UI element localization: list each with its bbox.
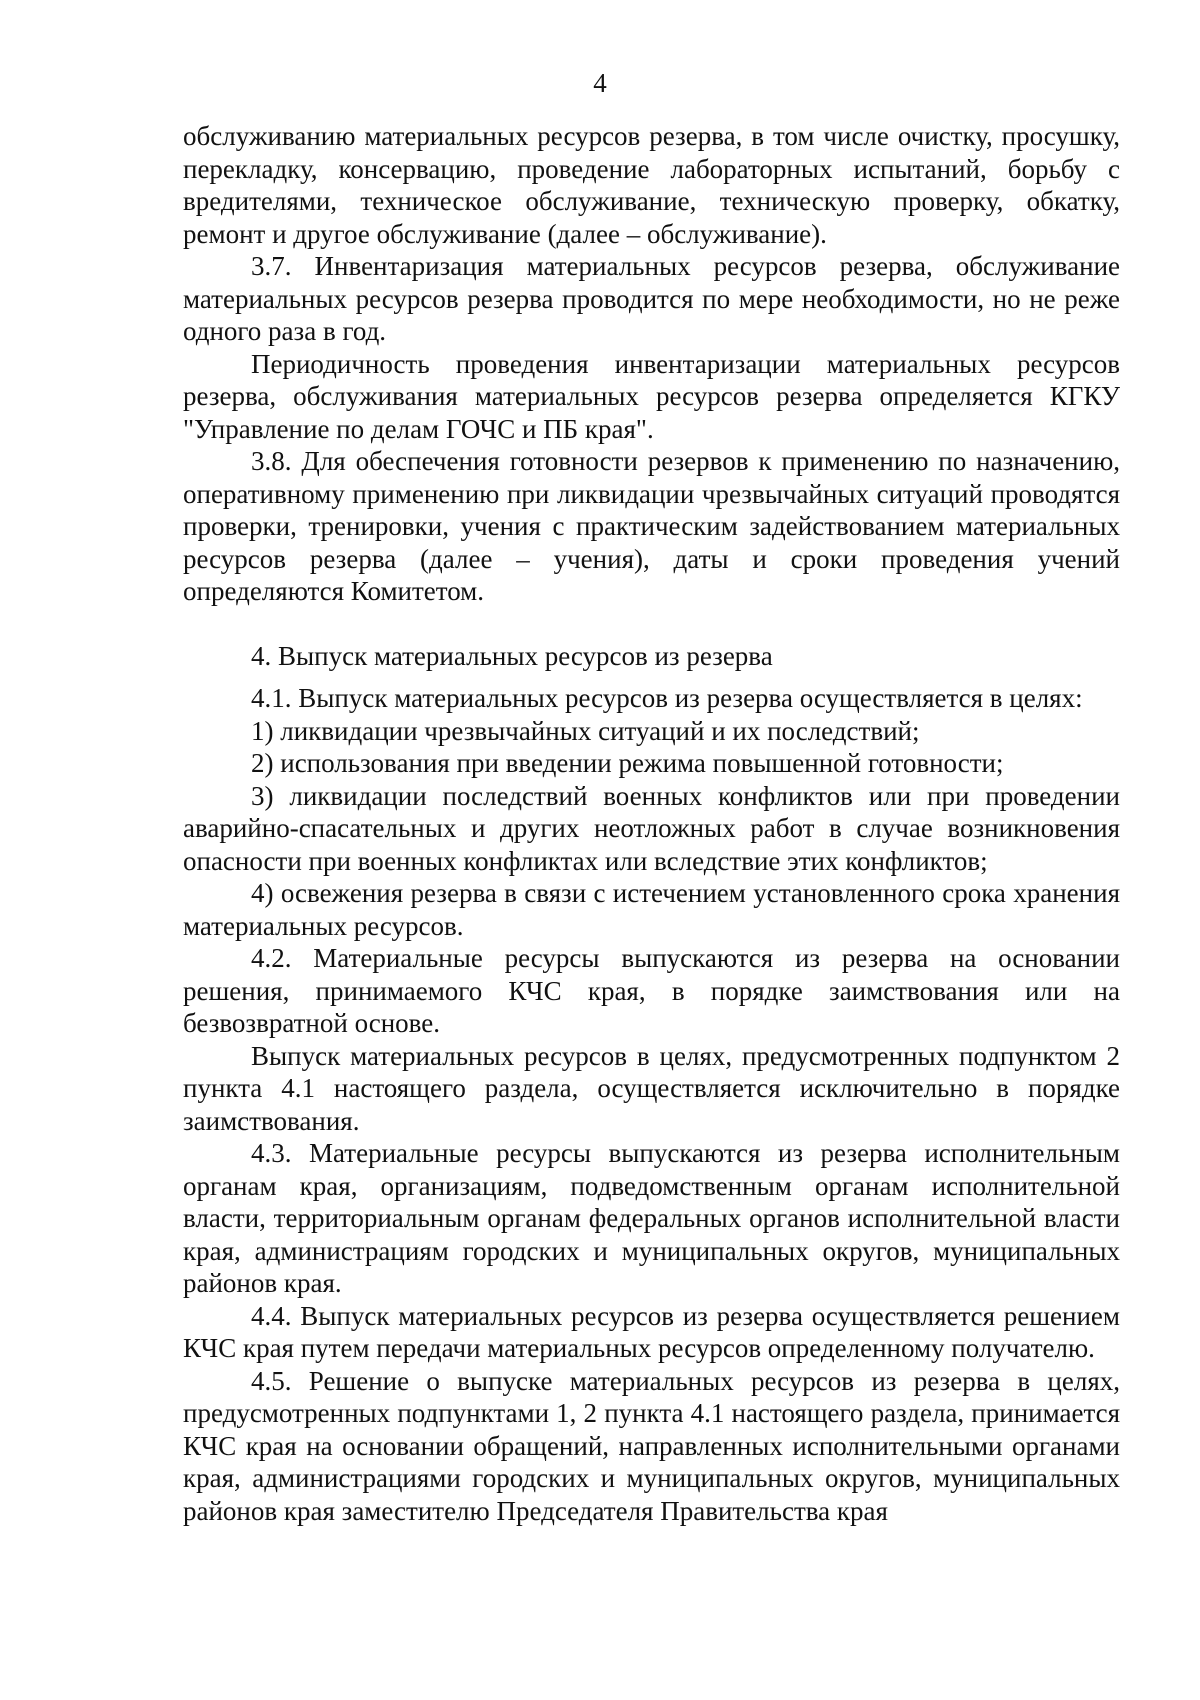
list-item-1: 1) ликвидации чрезвычайных ситуаций и их последствий; <box>251 715 920 746</box>
paragraph-borrowing: Выпуск материальных ресурсов в целях, предусмотренных подпунктом 2 пункта 4.1 настоящего раздела, осуществляется исключительно в порядке заимствования. <box>183 1040 1120 1136</box>
paragraph-4-3: 4.3. Материальные ресурсы выпускаются из резерва исполнительным органам края, организациям, подведомственным органам исполнительной власти, территориальным органам федеральных органов исполнительной власти края, администрациям городских и муниципальных округов, муниципальных районов края. <box>183 1138 1120 1298</box>
paragraph-continuation: обслуживанию материальных ресурсов резерва, в том числе очистку, просушку, перекладку, консервацию, проведение лабораторных испытаний, борьбу с вредителями, техническое обслуживание, техническую проверку, обкатку, ремонт и другое обслуживание (далее – обслуживание). <box>183 121 1120 249</box>
paragraph-4-2: 4.2. Материальные ресурсы выпускаются из резерва на основании решения, принимаемого КЧС края, в порядке заимствования или на безвозвратной основе. <box>183 943 1120 1038</box>
page-number: 4 <box>593 68 607 98</box>
list-item-3: 3) ликвидации последствий военных конфликтов или при проведении аварийно-спасательных и других неотложных работ в случае возникновения опасности при военных конфликтах или вследствие этих конфликтов; <box>183 780 1120 876</box>
document-body <box>183 120 1120 1527</box>
section-spacer <box>183 608 1120 640</box>
paragraph-3-7: 3.7. Инвентаризация материальных ресурсов резерва, обслуживание материальных ресурсов резерва проводится по мере необходимости, но не реже одного раза в год. <box>183 251 1120 346</box>
paragraph-4-4: 4.4. Выпуск материальных ресурсов из резерва осуществляется решением КЧС края путем передачи материальных ресурсов определенному получателю. <box>183 1300 1120 1363</box>
paragraph-periodicity: Периодичность проведения инвентаризации материальных ресурсов резерва, обслуживания материальных ресурсов резерва определяется КГКУ "Управление по делам ГОЧС и ПБ края". <box>183 348 1120 444</box>
list-item-4: 4) освежения резерва в связи с истечением установленного срока хранения материальных ресурсов. <box>183 878 1120 941</box>
paragraph-3-8: 3.8. Для обеспечения готовности резервов к применению по назначению, оперативному применению при ликвидации чрезвычайных ситуаций проводятся проверки, тренировки, учения с практическим задействованием материальных ресурсов резерва (далее – учения), даты и сроки проведения учений определяются Комитетом. <box>183 446 1120 606</box>
section-heading-4: 4. Выпуск материальных ресурсов из резерва <box>251 640 773 671</box>
list-item-2: 2) использования при введении режима повышенной готовности; <box>251 748 1004 778</box>
paragraph-4-5: 4.5. Решение о выпуске материальных ресурсов из резерва в целях, предусмотренных подпунктами 1, 2 пункта 4.1 настоящего раздела, принимается КЧС края на основании обращений, направленных исполнительными органами края, администрациями городских и муниципальных округов, муниципальных районов края заместителю Председателя Правительства края <box>183 1365 1120 1526</box>
paragraph-4-1: 4.1. Выпуск материальных ресурсов из резерва осуществляется в целях: <box>251 683 1083 713</box>
